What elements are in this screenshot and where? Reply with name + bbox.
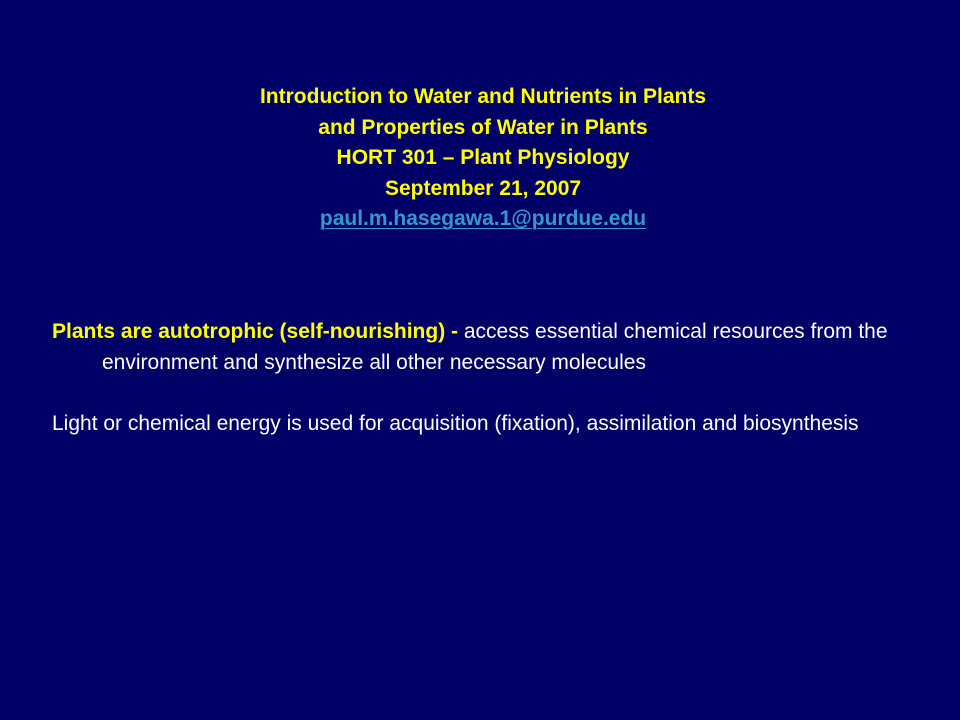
title-line-2: and Properties of Water in Plants (318, 115, 648, 139)
autotrophic-text: access essential chemical resources from the environment and synthesize all other necessary molecules (102, 320, 888, 374)
date-line: September 21, 2007 (384, 176, 582, 200)
paragraph-autotrophic (52, 317, 932, 378)
paragraph-energy (52, 409, 932, 440)
email-line (0, 204, 960, 235)
body-text (52, 317, 932, 439)
title-block (0, 82, 960, 235)
email-link[interactable]: paul.m.hasegawa.1@purdue.edu (319, 207, 647, 230)
autotrophic-lead: Plants are autotrophic (self-nourishing) - (52, 320, 464, 343)
course-line: HORT 301 – Plant Physiology (336, 146, 630, 169)
title-line-1: Introduction to Water and Nutrients in Plants (259, 85, 707, 108)
energy-text: Light or chemical energy is used for acquisition (fixation), assimilation and biosynthesis (52, 411, 859, 435)
